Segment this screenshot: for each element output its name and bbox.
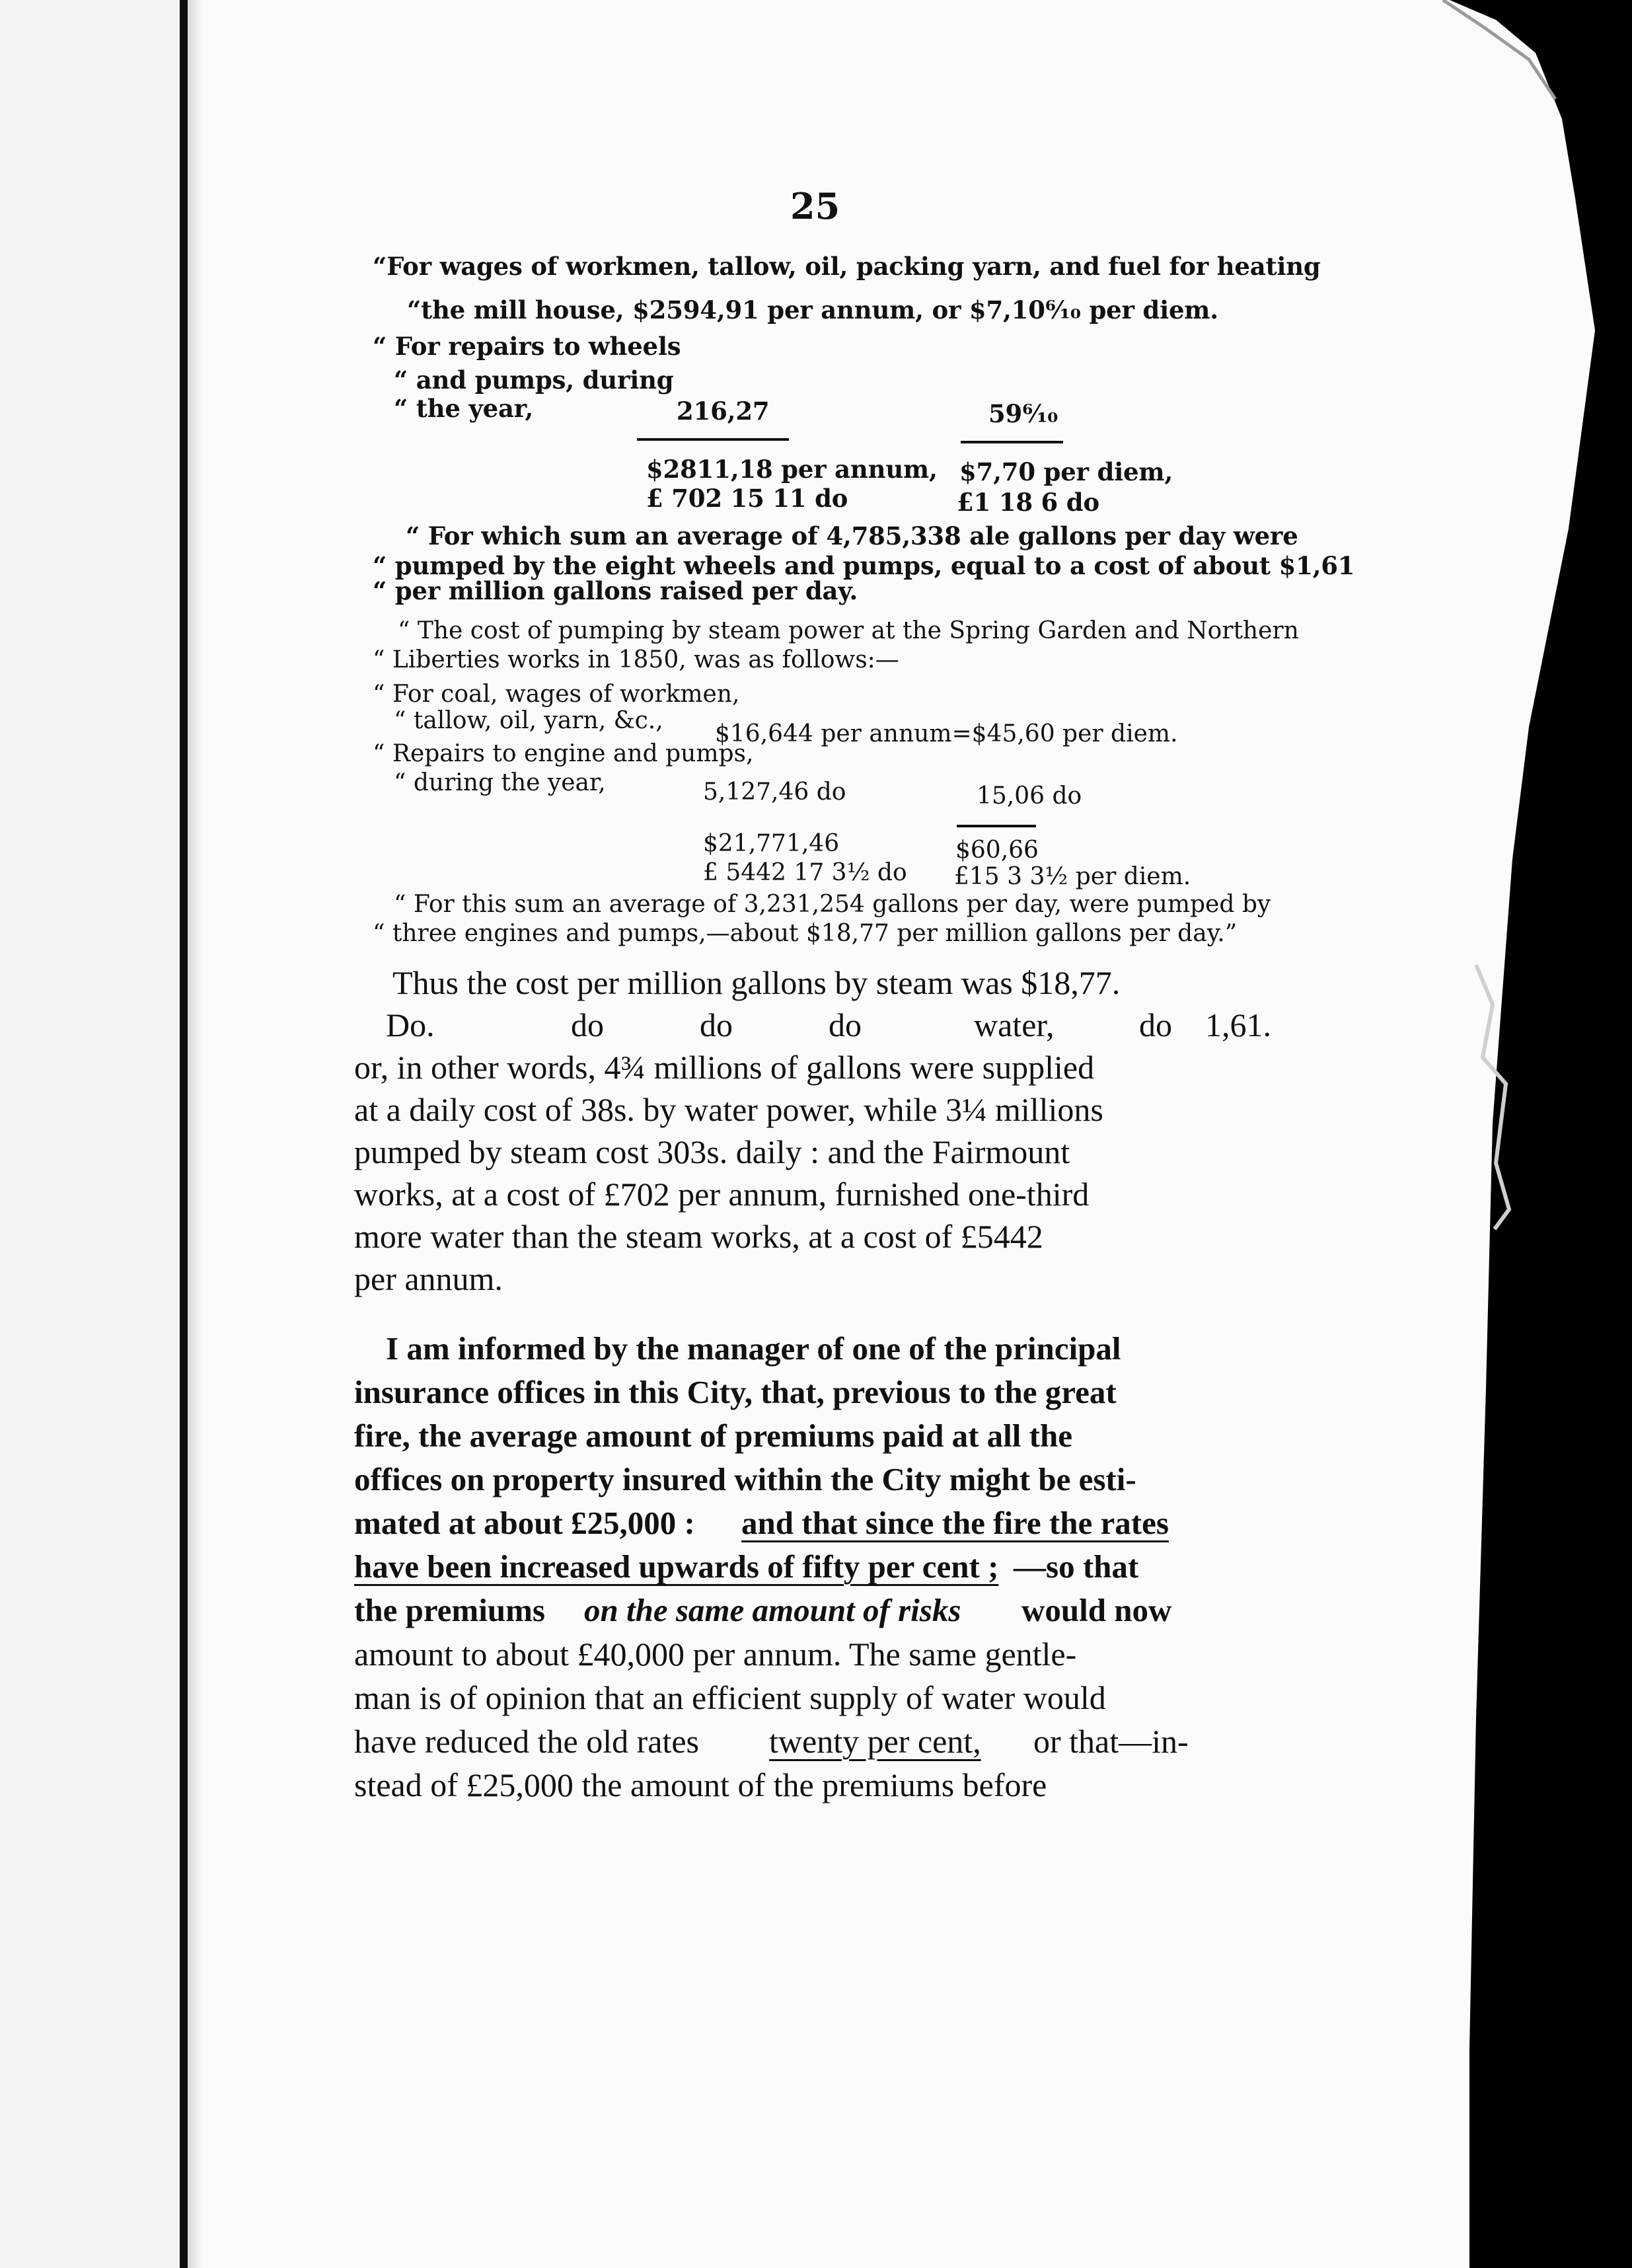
sum-rule (957, 825, 1036, 827)
report-line: “the mill house, $2594,91 per annum, or $7,10⁶⁄₁₀ per diem. (407, 295, 1218, 324)
body-line: pumped by steam cost 303s. daily : and the Fairmount (354, 1133, 1070, 1170)
body-word: do (1139, 1006, 1172, 1043)
report-line: “ three engines and pumps,—about $18,77 per million gallons per day.” (373, 920, 1238, 947)
report-value: $16,644 per annum=$45,60 per diem. (715, 720, 1178, 747)
report-line: “ For coal, wages of workmen, (373, 681, 740, 708)
body-line: or, in other words, 4¾ millions of gallons were supplied (354, 1049, 1095, 1086)
body-line: man is of opinion that an efficient supply of water would (354, 1679, 1106, 1716)
underlined-phrase: and that since the fire the rates (741, 1505, 1169, 1541)
sum-rule (637, 438, 789, 441)
report-total: $7,70 per diem, (959, 457, 1173, 486)
report-line: “ during the year, (394, 769, 606, 796)
underlined-phrase: twenty per cent, (769, 1723, 981, 1760)
report-value: 15,06 do (977, 782, 1082, 810)
page (188, 0, 1632, 2268)
body-line: I am informed by the manager of one of the principal (386, 1330, 1121, 1367)
body-word: Do. (386, 1006, 435, 1043)
book-spine (180, 0, 188, 2268)
italic-phrase: on the same amount of risks (584, 1592, 961, 1628)
body-line: the premiums (354, 1592, 545, 1628)
body-line: works, at a cost of £702 per annum, furnished one-third (354, 1176, 1090, 1213)
report-total: $60,66 (955, 837, 1039, 864)
report-line: “ pumped by the eight wheels and pumps, equal to a cost of about $1,61 (373, 551, 1355, 580)
report-line: “ For which sum an average of 4,785,338 ale gallons per day were (406, 521, 1298, 550)
body-word: do (829, 1006, 862, 1043)
report-value: 59⁶⁄₁₀ (988, 399, 1058, 428)
report-total: £ 702 15 11 do (646, 484, 848, 513)
body-word: do (700, 1006, 733, 1043)
body-line: amount to about £40,000 per annum. The same gentle- (354, 1636, 1077, 1673)
report-line: “ the year, (394, 394, 534, 423)
body-line: mated at about £25,000 : (354, 1505, 695, 1541)
body-word: water, (974, 1006, 1055, 1043)
body-word: do (571, 1006, 604, 1043)
report-value: 216,27 (677, 397, 770, 426)
sum-rule (961, 441, 1063, 443)
body-word: 1,61. (1205, 1006, 1271, 1043)
body-line: —so that (1014, 1548, 1139, 1585)
body-line: or that—in- (1033, 1723, 1189, 1760)
body-line: have reduced the old rates (354, 1723, 699, 1760)
underlined-phrase: have been increased upwards of fifty per cent ; (354, 1548, 999, 1585)
body-line: offices on property insured within the City might be esti- (354, 1461, 1136, 1497)
report-total: $2811,18 per annum, (646, 455, 938, 484)
page-number: 25 (790, 185, 840, 227)
body-line: per annum. (354, 1260, 503, 1297)
body-line: fire, the average amount of premiums paid at all the (354, 1418, 1072, 1454)
torn-page-edge (1377, 0, 1632, 2268)
report-line: “ For this sum an average of 3,231,254 gallons per day, were pumped by (394, 891, 1271, 918)
body-line: insurance offices in this City, that, previous to the great (354, 1374, 1117, 1410)
report-value: 5,127,46 do (703, 778, 846, 806)
report-line: “ per million gallons raised per day. (373, 576, 858, 605)
gutter-shadow (188, 0, 202, 2268)
report-line: “ The cost of pumping by steam power at the Spring Garden and Northern (398, 617, 1299, 644)
body-line: Thus the cost per million gallons by steam was $18,77. (392, 964, 1121, 1001)
report-line: “ Liberties works in 1850, was as follows:— (373, 646, 899, 673)
report-line: “For wages of workmen, tallow, oil, packing yarn, and fuel for heating (373, 252, 1321, 281)
report-total: £1 18 6 do (957, 488, 1099, 517)
report-line: “ and pumps, during (394, 365, 674, 395)
body-line: more water than the steam works, at a cost of £5442 (354, 1218, 1043, 1255)
report-line: “ For repairs to wheels (373, 332, 681, 361)
report-total: $21,771,46 (703, 830, 840, 857)
report-total: £ 5442 17 3½ do (703, 859, 907, 886)
report-line: “ tallow, oil, yarn, &c., (394, 707, 663, 734)
body-line: at a daily cost of 38s. by water power, while 3¼ millions (354, 1091, 1103, 1128)
report-line: “ Repairs to engine and pumps, (373, 740, 754, 767)
facing-page-margin (0, 0, 180, 2268)
body-line: stead of £25,000 the amount of the premiums before (354, 1766, 1047, 1803)
body-line: would now (1021, 1592, 1172, 1628)
report-total: £15 3 3½ per diem. (954, 863, 1191, 890)
